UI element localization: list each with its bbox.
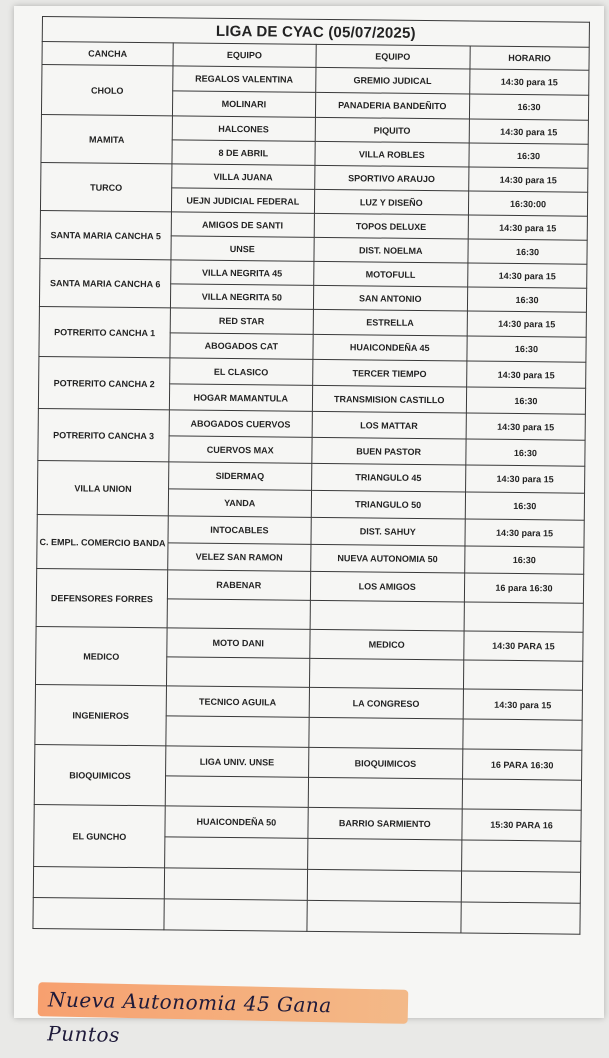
horario-cell: 16:30 — [469, 94, 588, 120]
equipo-away-cell: TRANSMISION CASTILLO — [312, 385, 467, 413]
horario-cell: 16 PARA 16:30 — [462, 749, 581, 780]
horario-cell: 16:30:00 — [468, 191, 587, 216]
equipo-away-cell: VILLA ROBLES — [315, 141, 470, 167]
table-row — [39, 306, 586, 337]
horario-cell: 16:30 — [465, 546, 584, 574]
horario-cell — [464, 602, 583, 632]
equipo-away-cell: DIST. NOELMA — [314, 237, 469, 263]
equipo-home-cell: LIGA UNIV. UNSE — [166, 746, 309, 777]
horario-cell: 16:30 — [465, 492, 584, 520]
horario-cell: 16:30 — [466, 387, 585, 414]
equipo-away-cell: SAN ANTONIO — [313, 285, 468, 311]
table-row — [40, 258, 587, 288]
equipo-home-cell — [165, 837, 308, 869]
table-row — [38, 408, 585, 440]
equipo-home-cell: CUERVOS MAX — [169, 436, 312, 463]
equipo-away-cell: LOS MATTAR — [312, 411, 467, 439]
equipo-home-cell: REGALOS VALENTINA — [173, 66, 316, 92]
equipo-home-cell: 8 DE ABRIL — [172, 140, 315, 165]
equipo-home-cell: MOTO DANI — [167, 628, 310, 658]
equipo-away-cell: BIOQUIMICOS — [308, 747, 463, 779]
equipo-home-cell: UNSE — [171, 236, 314, 261]
equipo-away-cell: ESTRELLA — [313, 309, 468, 336]
horario-cell: 14:30 para 15 — [470, 69, 589, 95]
horario-cell: 14:30 para 15 — [467, 311, 586, 337]
equipo-away-cell — [307, 838, 462, 871]
equipo-away-cell: DIST. SAHUY — [311, 517, 466, 546]
horario-cell: 15:30 PARA 16 — [462, 809, 581, 841]
horario-cell: 14:30 para 15 — [467, 361, 586, 388]
horario-cell — [461, 840, 580, 872]
cancha-cell: SANTA MARIA CANCHA 6 — [39, 258, 170, 307]
horario-cell: 14:30 para 15 — [466, 413, 585, 440]
cancha-cell — [33, 897, 164, 929]
cancha-cell: BIOQUIMICOS — [34, 744, 166, 805]
horario-cell: 14:30 para 15 — [463, 689, 582, 720]
horario-cell: 14:30 para 15 — [469, 167, 588, 192]
equipo-away-cell: LUZ Y DISEÑO — [314, 189, 469, 215]
equipo-away-cell: SPORTIVO ARAUJO — [314, 165, 469, 191]
equipo-home-cell: UEJN JUDICIAL FEDERAL — [171, 188, 314, 213]
equipo-home-cell: HOGAR MAMANTULA — [169, 384, 312, 411]
cancha-cell — [33, 866, 164, 898]
equipo-home-cell: RABENAR — [167, 570, 310, 600]
horario-cell — [461, 902, 580, 934]
cancha-cell: POTRERITO CANCHA 1 — [39, 306, 171, 357]
fixture-table — [32, 16, 590, 935]
equipo-away-cell: PANADERIA BANDEÑITO — [315, 92, 470, 119]
equipo-home-cell — [165, 776, 308, 807]
table-row — [35, 744, 582, 780]
equipo-away-cell: BARRIO SARMIENTO — [307, 807, 462, 840]
equipo-away-cell — [309, 658, 464, 689]
equipo-away-cell: BUEN PASTOR — [311, 437, 466, 465]
equipo-away-cell — [310, 600, 465, 631]
paper-sheet — [14, 6, 604, 1047]
equipo-away-cell: HUAICONDEÑA 45 — [312, 334, 467, 361]
equipo-home-cell — [164, 899, 307, 931]
equipo-home-cell: VILLA NEGRITA 45 — [171, 260, 314, 285]
equipo-away-cell — [307, 869, 462, 902]
equipo-home-cell: EL CLASICO — [170, 358, 313, 385]
horario-cell: 16:30 — [467, 287, 586, 312]
equipo-home-cell: TECNICO AGUILA — [166, 686, 309, 717]
equipo-home-cell: INTOCABLES — [168, 516, 311, 544]
equipo-away-cell: PIQUITO — [315, 117, 470, 143]
cancha-cell: POTRERITO CANCHA 3 — [38, 408, 170, 461]
table-row — [39, 356, 586, 388]
equipo-away-cell: GREMIO JUDICAL — [315, 67, 470, 94]
horario-cell: 16:30 — [466, 439, 585, 466]
table-row — [33, 897, 580, 934]
horario-cell: 14:30 para 15 — [465, 519, 584, 547]
equipo-home-cell — [166, 716, 309, 747]
equipo-away-cell: MOTOFULL — [313, 261, 468, 287]
horario-cell — [463, 660, 582, 690]
equipo-home-cell: HUAICONDEÑA 50 — [165, 806, 308, 838]
header-cancha: CANCHA — [42, 42, 173, 66]
equipo-away-cell: TOPOS DELUXE — [314, 213, 469, 239]
equipo-home-cell: ABOGADOS CUERVOS — [169, 410, 312, 437]
equipo-home-cell: VILLA JUANA — [172, 164, 315, 189]
table-row — [36, 568, 583, 603]
horario-cell — [462, 779, 581, 810]
equipo-home-cell — [167, 599, 310, 629]
equipo-home-cell: VELEZ SAN RAMON — [168, 543, 311, 571]
header-equipo-2: EQUIPO — [316, 44, 471, 69]
table-row — [40, 210, 587, 240]
table-row — [36, 626, 583, 661]
cancha-cell: C. EMPL. COMERCIO BANDA — [37, 514, 169, 569]
horario-cell: 14:30 para 15 — [465, 465, 584, 493]
table-row — [38, 460, 585, 493]
horario-cell: 16:30 — [468, 239, 587, 264]
equipo-home-cell: ABOGADOS CAT — [170, 333, 313, 359]
table-row — [35, 684, 582, 720]
equipo-away-cell — [306, 900, 461, 933]
equipo-away-cell: NUEVA AUTONOMIA 50 — [310, 544, 465, 573]
equipo-home-cell: SIDERMAQ — [169, 462, 312, 490]
equipo-away-cell — [308, 777, 463, 809]
equipo-home-cell — [164, 868, 307, 900]
table-row — [42, 65, 589, 96]
equipo-away-cell: TRIANGULO 50 — [311, 490, 466, 519]
horario-cell — [463, 719, 582, 750]
horario-cell: 14:30 para 15 — [468, 263, 587, 288]
equipo-away-cell: LOS AMIGOS — [310, 571, 465, 602]
horario-cell: 16:30 — [469, 143, 588, 168]
horario-cell: 16:30 — [467, 336, 586, 362]
equipo-away-cell: MEDICO — [309, 629, 464, 660]
cancha-cell: TURCO — [40, 162, 171, 211]
cancha-cell: SANTA MARIA CANCHA 5 — [40, 210, 171, 259]
horario-cell: 14:30 PARA 15 — [464, 631, 583, 661]
equipo-away-cell — [308, 717, 463, 749]
equipo-away-cell: TERCER TIEMPO — [312, 359, 467, 387]
equipo-home-cell: AMIGOS DE SANTI — [171, 212, 314, 237]
equipo-home-cell: VILLA NEGRITA 50 — [170, 284, 313, 309]
cancha-cell: INGENIEROS — [35, 684, 167, 745]
cancha-cell: EL GUNCHO — [34, 804, 166, 867]
cancha-cell: DEFENSORES FORRES — [36, 568, 168, 627]
table-row — [34, 804, 581, 841]
horario-cell — [461, 871, 580, 903]
horario-cell: 14:30 para 15 — [468, 215, 587, 240]
equipo-home-cell — [166, 657, 309, 687]
header-equipo-1: EQUIPO — [173, 43, 316, 67]
equipo-home-cell: HALCONES — [172, 116, 315, 141]
handwritten-note: Nueva Autonomia 45 Gana Puntos — [38, 982, 409, 1024]
cancha-cell: CHOLO — [41, 65, 173, 116]
equipo-home-cell: MOLINARI — [172, 91, 315, 117]
cancha-cell: MEDICO — [35, 626, 167, 685]
table-row — [41, 114, 588, 144]
fixture-body — [33, 65, 589, 935]
header-horario: HORARIO — [470, 46, 589, 70]
table-title: LIGA DE CYAC (05/07/2025) — [42, 17, 589, 48]
cancha-cell: MAMITA — [41, 114, 172, 163]
equipo-home-cell: YANDA — [168, 489, 311, 517]
equipo-away-cell: LA CONGRESO — [309, 687, 464, 719]
horario-cell: 14:30 para 15 — [469, 119, 588, 144]
cancha-cell: POTRERITO CANCHA 2 — [38, 356, 170, 409]
horario-cell: 16 para 16:30 — [464, 573, 583, 603]
table-row — [41, 162, 588, 192]
equipo-home-cell: RED STAR — [170, 308, 313, 334]
table-row — [37, 514, 584, 547]
cancha-cell: VILLA UNION — [37, 460, 169, 515]
equipo-away-cell: TRIANGULO 45 — [311, 463, 466, 492]
